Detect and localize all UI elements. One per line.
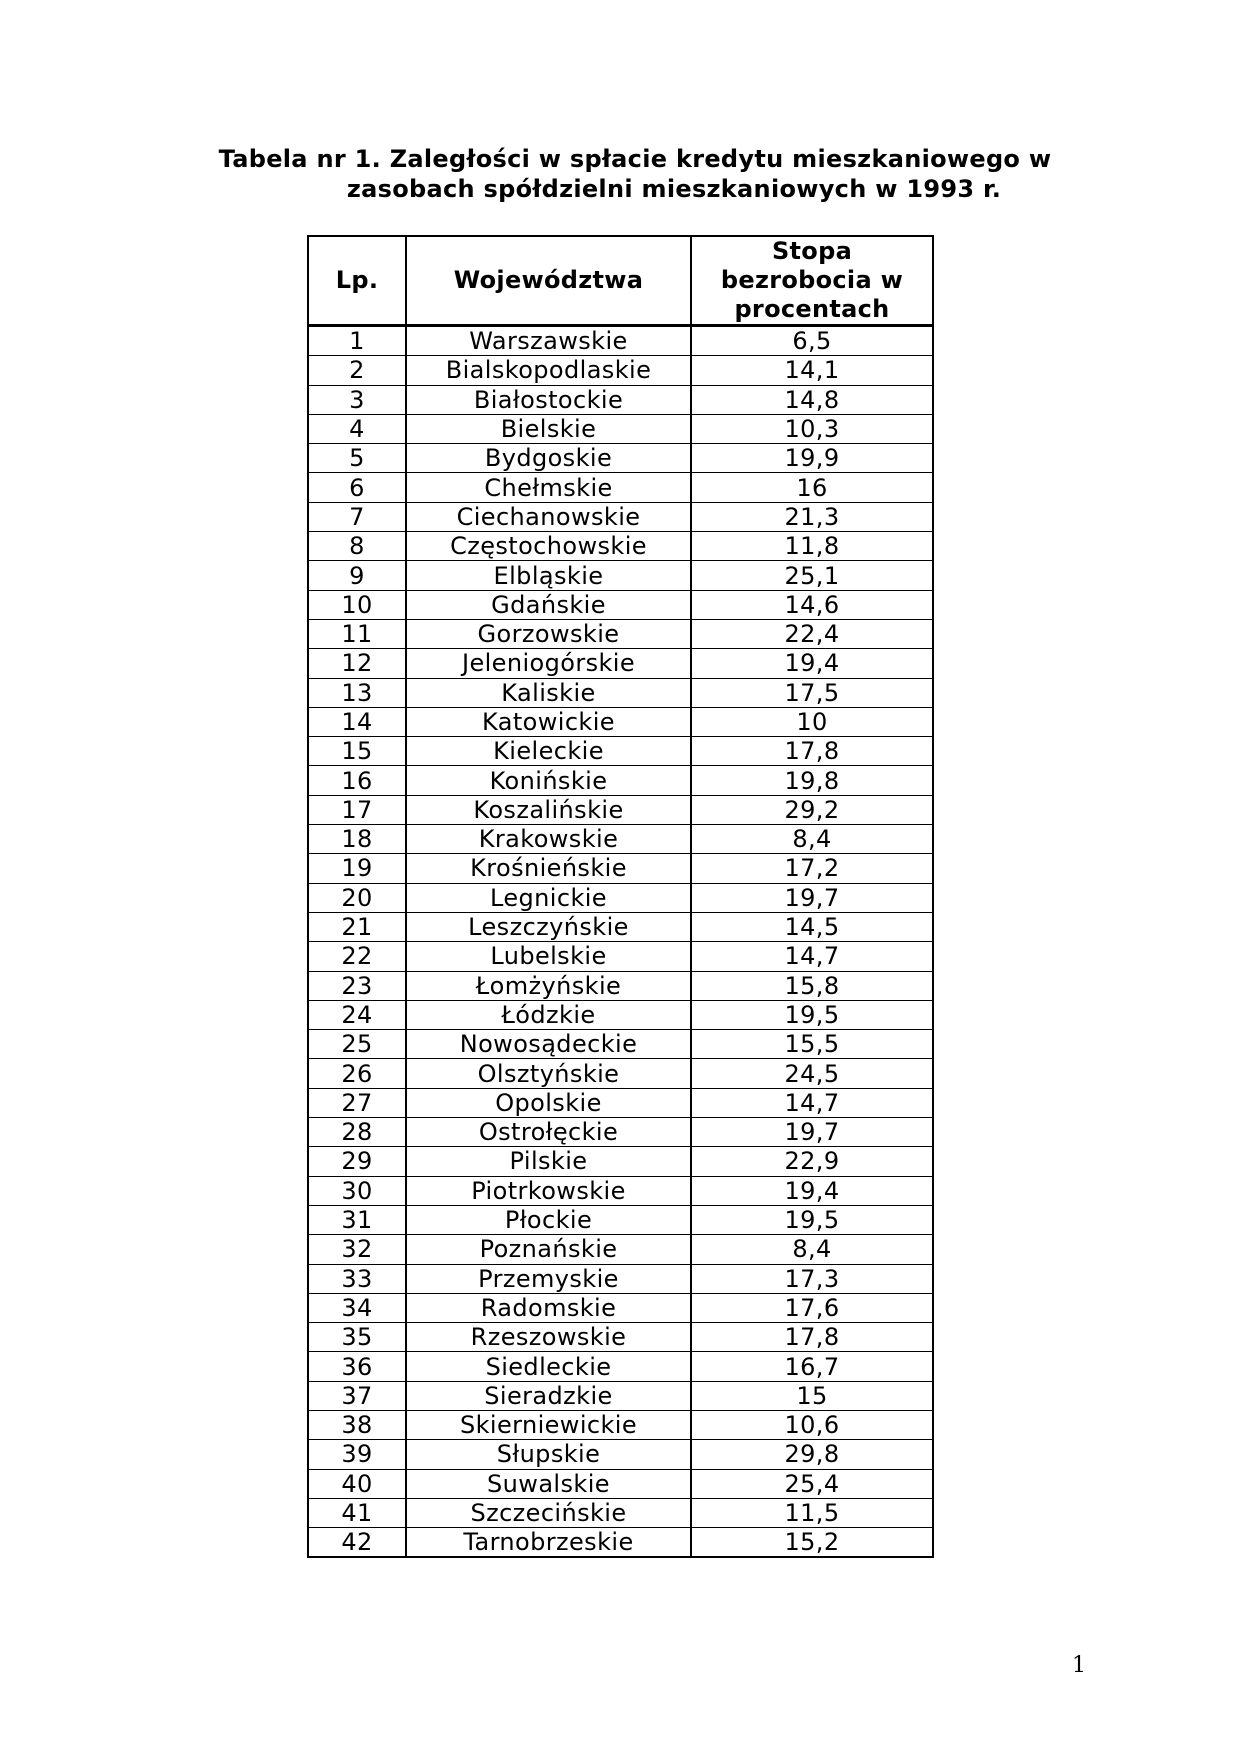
- cell-stopa: 14,7: [691, 1088, 933, 1117]
- cell-wojewodztwo: Chełmskie: [406, 473, 691, 502]
- cell-lp: 6: [308, 473, 406, 502]
- header-stopa-line-1: Stopa: [771, 237, 853, 265]
- cell-wojewodztwo: Koszalińskie: [406, 795, 691, 824]
- cell-wojewodztwo: Radomskie: [406, 1293, 691, 1322]
- cell-lp: 40: [308, 1469, 406, 1498]
- table-row: [308, 502, 933, 531]
- table-row: [308, 1293, 933, 1322]
- table-row: [308, 532, 933, 561]
- table-row: [308, 1440, 933, 1469]
- cell-wojewodztwo: Poznańskie: [406, 1235, 691, 1264]
- cell-lp: 30: [308, 1176, 406, 1205]
- table-row: [308, 1381, 933, 1410]
- cell-lp: 28: [308, 1118, 406, 1147]
- cell-lp: 13: [308, 678, 406, 707]
- cell-lp: 11: [308, 619, 406, 648]
- cell-stopa: 6,5: [691, 326, 933, 356]
- table-row: [308, 1352, 933, 1381]
- table-row: [308, 1323, 933, 1352]
- cell-wojewodztwo: Gdańskie: [406, 590, 691, 619]
- table-row: [308, 1498, 933, 1527]
- cell-lp: 14: [308, 707, 406, 736]
- cell-stopa: 15,5: [691, 1030, 933, 1059]
- cell-wojewodztwo: Leszczyńskie: [406, 912, 691, 941]
- table-row: [308, 766, 933, 795]
- cell-wojewodztwo: Białostockie: [406, 385, 691, 414]
- cell-wojewodztwo: Tarnobrzeskie: [406, 1528, 691, 1558]
- table-row: [308, 473, 933, 502]
- cell-wojewodztwo: Opolskie: [406, 1088, 691, 1117]
- table-row: [308, 1176, 933, 1205]
- cell-lp: 36: [308, 1352, 406, 1381]
- cell-wojewodztwo: Łomżyńskie: [406, 971, 691, 1000]
- table-row: [308, 1469, 933, 1498]
- cell-stopa: 11,5: [691, 1498, 933, 1527]
- page-number: 1: [1072, 1653, 1086, 1678]
- title-line-2: zasobach spółdzielni mieszkaniowych w 1993 r.: [346, 175, 1002, 203]
- cell-lp: 17: [308, 795, 406, 824]
- cell-stopa: 22,4: [691, 619, 933, 648]
- cell-wojewodztwo: Skierniewickie: [406, 1410, 691, 1439]
- table-header: [308, 236, 933, 326]
- cell-wojewodztwo: Krośnieńskie: [406, 854, 691, 883]
- table-row: [308, 1000, 933, 1029]
- cell-stopa: 25,1: [691, 561, 933, 590]
- table-row: [308, 1088, 933, 1117]
- cell-stopa: 17,3: [691, 1264, 933, 1293]
- cell-lp: 7: [308, 502, 406, 531]
- cell-lp: 26: [308, 1059, 406, 1088]
- cell-lp: 2: [308, 356, 406, 385]
- cell-lp: 37: [308, 1381, 406, 1410]
- cell-wojewodztwo: Legnickie: [406, 883, 691, 912]
- cell-lp: 1: [308, 326, 406, 356]
- header-lp: Lp.: [308, 236, 406, 326]
- table-row: [308, 444, 933, 473]
- table-row: [308, 619, 933, 648]
- table-row: [308, 678, 933, 707]
- cell-wojewodztwo: Konińskie: [406, 766, 691, 795]
- header-stopa-line-2: bezrobocia w: [720, 266, 904, 294]
- cell-lp: 35: [308, 1323, 406, 1352]
- cell-stopa: 14,7: [691, 942, 933, 971]
- cell-wojewodztwo: Olsztyńskie: [406, 1059, 691, 1088]
- cell-stopa: 15: [691, 1381, 933, 1410]
- table-row: [308, 883, 933, 912]
- cell-wojewodztwo: Sieradzkie: [406, 1381, 691, 1410]
- table-row: [308, 854, 933, 883]
- cell-lp: 34: [308, 1293, 406, 1322]
- cell-stopa: 19,4: [691, 1176, 933, 1205]
- cell-stopa: 15,2: [691, 1528, 933, 1558]
- cell-stopa: 17,8: [691, 1323, 933, 1352]
- cell-stopa: 11,8: [691, 532, 933, 561]
- cell-wojewodztwo: Piotrkowskie: [406, 1176, 691, 1205]
- unemployment-table: [307, 235, 934, 1558]
- table-row: [308, 649, 933, 678]
- cell-stopa: 16: [691, 473, 933, 502]
- table-row: [308, 590, 933, 619]
- table-row: [308, 1528, 933, 1558]
- cell-wojewodztwo: Kaliskie: [406, 678, 691, 707]
- cell-wojewodztwo: Pilskie: [406, 1147, 691, 1176]
- cell-wojewodztwo: Bialskopodlaskie: [406, 356, 691, 385]
- cell-stopa: 29,8: [691, 1440, 933, 1469]
- cell-wojewodztwo: Bydgoskie: [406, 444, 691, 473]
- table-row: [308, 1264, 933, 1293]
- cell-wojewodztwo: Łódzkie: [406, 1000, 691, 1029]
- cell-lp: 9: [308, 561, 406, 590]
- cell-lp: 29: [308, 1147, 406, 1176]
- cell-wojewodztwo: Siedleckie: [406, 1352, 691, 1381]
- header-row: [308, 236, 933, 326]
- cell-stopa: 17,8: [691, 737, 933, 766]
- cell-stopa: 8,4: [691, 825, 933, 854]
- cell-stopa: 19,8: [691, 766, 933, 795]
- table-row: [308, 1235, 933, 1264]
- cell-lp: 3: [308, 385, 406, 414]
- cell-wojewodztwo: Szczecińskie: [406, 1498, 691, 1527]
- cell-lp: 8: [308, 532, 406, 561]
- cell-wojewodztwo: Kieleckie: [406, 737, 691, 766]
- cell-wojewodztwo: Elbląskie: [406, 561, 691, 590]
- cell-stopa: 19,5: [691, 1000, 933, 1029]
- table-row: [308, 825, 933, 854]
- cell-stopa: 24,5: [691, 1059, 933, 1088]
- cell-stopa: 19,4: [691, 649, 933, 678]
- cell-stopa: 8,4: [691, 1235, 933, 1264]
- title-line-1: Tabela nr 1. Zaległości w spłacie kredytu mieszkaniowego w: [218, 145, 1052, 173]
- cell-stopa: 21,3: [691, 502, 933, 531]
- cell-stopa: 16,7: [691, 1352, 933, 1381]
- cell-stopa: 19,7: [691, 883, 933, 912]
- cell-wojewodztwo: Krakowskie: [406, 825, 691, 854]
- cell-stopa: 17,5: [691, 678, 933, 707]
- cell-stopa: 10,3: [691, 414, 933, 443]
- cell-wojewodztwo: Ostrołęckie: [406, 1118, 691, 1147]
- cell-stopa: 17,6: [691, 1293, 933, 1322]
- cell-wojewodztwo: Lubelskie: [406, 942, 691, 971]
- header-stopa-line-3: procentach: [734, 295, 890, 323]
- cell-stopa: 15,8: [691, 971, 933, 1000]
- cell-lp: 18: [308, 825, 406, 854]
- table-row: [308, 385, 933, 414]
- cell-stopa: 10,6: [691, 1410, 933, 1439]
- cell-lp: 31: [308, 1205, 406, 1234]
- cell-lp: 15: [308, 737, 406, 766]
- cell-lp: 22: [308, 942, 406, 971]
- cell-wojewodztwo: Jeleniogórskie: [406, 649, 691, 678]
- table-row: [308, 942, 933, 971]
- cell-stopa: 25,4: [691, 1469, 933, 1498]
- cell-lp: 23: [308, 971, 406, 1000]
- cell-stopa: 14,1: [691, 356, 933, 385]
- header-wojewodztwa: Województwa: [406, 236, 691, 326]
- cell-stopa: 19,7: [691, 1118, 933, 1147]
- cell-lp: 33: [308, 1264, 406, 1293]
- cell-lp: 10: [308, 590, 406, 619]
- table-row: [308, 326, 933, 356]
- table-row: [308, 707, 933, 736]
- cell-wojewodztwo: Suwalskie: [406, 1469, 691, 1498]
- cell-stopa: 14,6: [691, 590, 933, 619]
- cell-lp: 41: [308, 1498, 406, 1527]
- table-row: [308, 1205, 933, 1234]
- cell-wojewodztwo: Przemyskie: [406, 1264, 691, 1293]
- page-title: [0, 144, 1240, 204]
- cell-stopa: 29,2: [691, 795, 933, 824]
- cell-wojewodztwo: Nowosądeckie: [406, 1030, 691, 1059]
- cell-stopa: 17,2: [691, 854, 933, 883]
- table-row: [308, 414, 933, 443]
- table-body: [308, 326, 933, 1558]
- table-row: [308, 561, 933, 590]
- table-row: [308, 795, 933, 824]
- cell-lp: 24: [308, 1000, 406, 1029]
- cell-lp: 38: [308, 1410, 406, 1439]
- cell-wojewodztwo: Częstochowskie: [406, 532, 691, 561]
- table-row: [308, 971, 933, 1000]
- cell-wojewodztwo: Katowickie: [406, 707, 691, 736]
- cell-lp: 16: [308, 766, 406, 795]
- cell-lp: 32: [308, 1235, 406, 1264]
- cell-lp: 27: [308, 1088, 406, 1117]
- cell-lp: 25: [308, 1030, 406, 1059]
- cell-stopa: 14,8: [691, 385, 933, 414]
- cell-lp: 12: [308, 649, 406, 678]
- cell-lp: 4: [308, 414, 406, 443]
- cell-lp: 19: [308, 854, 406, 883]
- cell-stopa: 14,5: [691, 912, 933, 941]
- cell-stopa: 19,9: [691, 444, 933, 473]
- cell-wojewodztwo: Ciechanowskie: [406, 502, 691, 531]
- table-row: [308, 1410, 933, 1439]
- table-row: [308, 1118, 933, 1147]
- cell-wojewodztwo: Słupskie: [406, 1440, 691, 1469]
- cell-wojewodztwo: Bielskie: [406, 414, 691, 443]
- table-row: [308, 1030, 933, 1059]
- cell-lp: 42: [308, 1528, 406, 1558]
- cell-stopa: 10: [691, 707, 933, 736]
- cell-wojewodztwo: Rzeszowskie: [406, 1323, 691, 1352]
- table-row: [308, 737, 933, 766]
- table-row: [308, 912, 933, 941]
- table-row: [308, 1059, 933, 1088]
- cell-lp: 5: [308, 444, 406, 473]
- cell-wojewodztwo: Gorzowskie: [406, 619, 691, 648]
- table-row: [308, 356, 933, 385]
- cell-wojewodztwo: Płockie: [406, 1205, 691, 1234]
- cell-stopa: 19,5: [691, 1205, 933, 1234]
- header-stopa-bezrobocia: [691, 236, 933, 326]
- table-row: [308, 1147, 933, 1176]
- cell-stopa: 22,9: [691, 1147, 933, 1176]
- cell-lp: 20: [308, 883, 406, 912]
- cell-wojewodztwo: Warszawskie: [406, 326, 691, 356]
- cell-lp: 39: [308, 1440, 406, 1469]
- cell-lp: 21: [308, 912, 406, 941]
